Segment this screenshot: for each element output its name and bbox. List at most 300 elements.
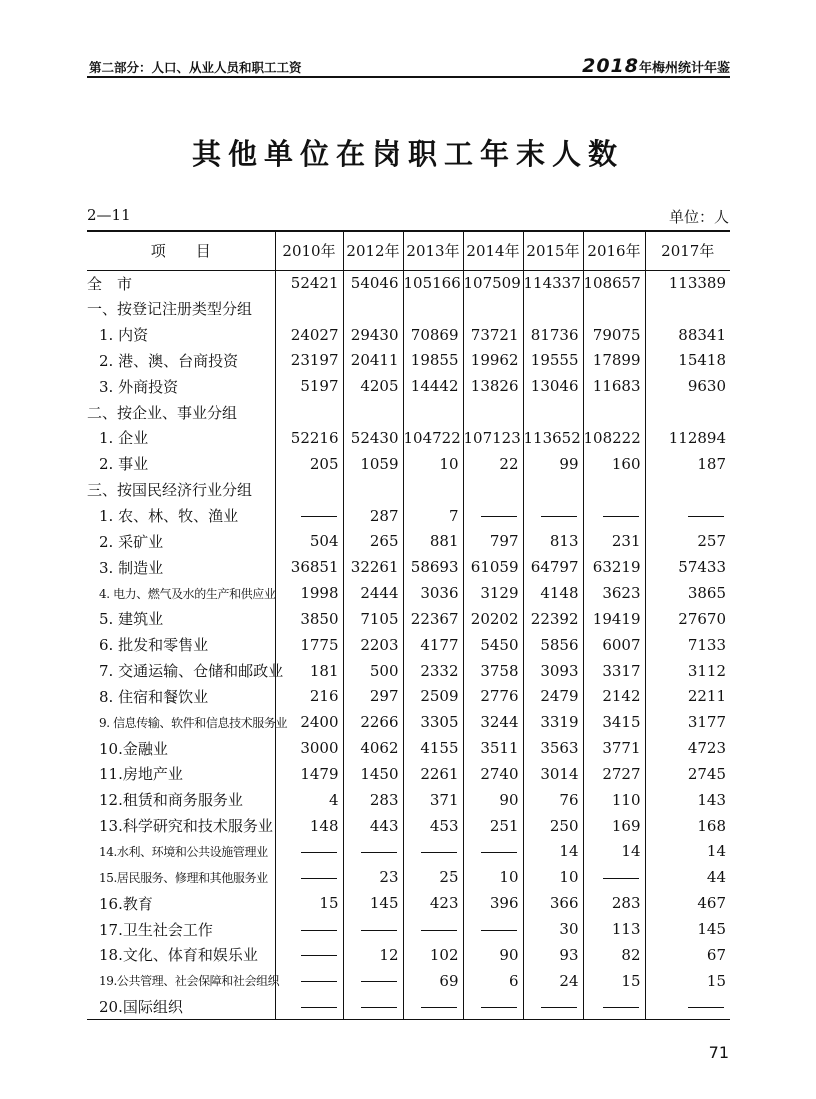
dash-mark <box>541 1007 577 1008</box>
table-cell: 90 <box>463 787 523 813</box>
table-cell: 30 <box>523 916 583 942</box>
row-label-text: 5. 建筑业 <box>99 610 164 629</box>
dash-mark <box>481 930 517 931</box>
table-cell: 15418 <box>645 348 730 374</box>
row-label <box>87 373 275 399</box>
table-cell: 25 <box>403 864 463 890</box>
empty-value-dash <box>343 994 403 1020</box>
table-cell: 371 <box>403 787 463 813</box>
table-cell: 70869 <box>403 322 463 348</box>
table-cell: 3317 <box>583 658 645 684</box>
table-cell: 168 <box>645 813 730 839</box>
table-row <box>87 580 730 606</box>
column-header-year: 2016年 <box>583 231 645 270</box>
table-cell: 2203 <box>343 632 403 658</box>
table-cell: 257 <box>645 528 730 554</box>
table-cell: 81736 <box>523 322 583 348</box>
table-cell: 265 <box>343 528 403 554</box>
table-cell: 22392 <box>523 606 583 632</box>
row-label <box>87 632 275 658</box>
table-cell <box>275 477 343 503</box>
table-cell: 102 <box>403 942 463 968</box>
table-cell: 104722 <box>403 425 463 451</box>
table-cell: 15 <box>583 968 645 994</box>
table-cell: 90 <box>463 942 523 968</box>
row-label <box>87 942 275 968</box>
row-label <box>87 270 275 296</box>
empty-value-dash <box>583 994 645 1020</box>
empty-value-dash <box>275 968 343 994</box>
empty-value-dash <box>463 994 523 1020</box>
yearbook-name: 年梅州统计年鉴 <box>638 61 730 76</box>
table-cell: 14 <box>523 839 583 865</box>
table-cell: 113 <box>583 916 645 942</box>
table-cell: 500 <box>343 658 403 684</box>
column-header-year: 2017年 <box>645 231 730 270</box>
table-cell: 20411 <box>343 348 403 374</box>
table-cell: 3093 <box>523 658 583 684</box>
row-label-text: 12.租赁和商务服务业 <box>99 791 243 810</box>
table-cell <box>463 296 523 322</box>
table-cell <box>645 296 730 322</box>
table-cell: 2261 <box>403 761 463 787</box>
table-cell: 251 <box>463 813 523 839</box>
row-label-text: 1. 农、林、牧、渔业 <box>99 507 239 526</box>
row-label <box>87 890 275 916</box>
row-label-text: 18.文化、体育和娱乐业 <box>99 946 258 965</box>
empty-value-dash <box>403 994 463 1020</box>
row-label-text: 1. 内资 <box>99 326 149 345</box>
table-cell: 7105 <box>343 606 403 632</box>
table-cell: 396 <box>463 890 523 916</box>
table-row <box>87 968 730 994</box>
empty-value-dash <box>463 916 523 942</box>
row-label-text: 2. 采矿业 <box>99 532 164 551</box>
empty-value-dash <box>583 503 645 529</box>
row-label <box>87 503 275 529</box>
row-label-text: 3. 外商投资 <box>99 377 179 396</box>
table-cell: 12 <box>343 942 403 968</box>
dash-mark <box>481 852 517 853</box>
table-cell: 61059 <box>463 554 523 580</box>
table-cell: 231 <box>583 528 645 554</box>
table-cell: 112894 <box>645 425 730 451</box>
table-row <box>87 270 730 296</box>
table-cell: 2745 <box>645 761 730 787</box>
row-label-text: 15.居民服务、修理和其他服务业 <box>99 870 268 885</box>
table-code: 2—11 <box>87 206 131 224</box>
row-label <box>87 968 280 994</box>
row-label <box>87 735 275 761</box>
table-cell <box>403 296 463 322</box>
table-cell: 4062 <box>343 735 403 761</box>
row-label <box>87 580 275 606</box>
empty-value-dash <box>463 503 523 529</box>
table-cell: 169 <box>583 813 645 839</box>
table-row <box>87 994 730 1020</box>
table-cell: 3244 <box>463 709 523 735</box>
row-label <box>87 322 275 348</box>
row-label-text: 11.房地产业 <box>99 765 183 784</box>
dash-mark <box>421 930 457 931</box>
table-row <box>87 684 730 710</box>
table-cell: 881 <box>403 528 463 554</box>
table-cell: 3305 <box>403 709 463 735</box>
empty-value-dash <box>275 942 343 968</box>
table-cell: 5197 <box>275 373 343 399</box>
row-label <box>87 994 275 1020</box>
empty-value-dash <box>463 839 523 865</box>
row-label <box>87 709 288 735</box>
dash-mark <box>421 1007 457 1008</box>
dash-mark <box>603 1007 639 1008</box>
table-cell <box>343 477 403 503</box>
table-cell: 9630 <box>645 373 730 399</box>
row-label <box>87 554 275 580</box>
table-cell: 69 <box>403 968 463 994</box>
table-cell: 24027 <box>275 322 343 348</box>
table-cell: 114337 <box>523 270 583 296</box>
empty-value-dash <box>275 839 343 865</box>
row-label-text: 19.公共管理、社会保障和社会组织 <box>99 974 280 989</box>
table-cell <box>523 296 583 322</box>
dash-mark <box>481 516 517 517</box>
table-cell <box>523 477 583 503</box>
table-cell: 113389 <box>645 270 730 296</box>
table-row <box>87 348 730 374</box>
table-cell: 6 <box>463 968 523 994</box>
table-cell: 3036 <box>403 580 463 606</box>
empty-value-dash <box>645 994 730 1020</box>
table-row <box>87 864 730 890</box>
table-cell: 160 <box>583 451 645 477</box>
table-cell: 10 <box>463 864 523 890</box>
table-row <box>87 477 730 503</box>
table-row <box>87 373 730 399</box>
empty-value-dash <box>343 916 403 942</box>
table-cell: 2479 <box>523 684 583 710</box>
dash-mark <box>361 852 397 853</box>
header-rule <box>87 76 730 78</box>
table-cell: 3623 <box>583 580 645 606</box>
table-row <box>87 632 730 658</box>
row-label <box>87 813 275 839</box>
table-row <box>87 606 730 632</box>
table-row <box>87 296 730 322</box>
table-cell: 107509 <box>463 270 523 296</box>
dash-mark <box>481 1007 517 1008</box>
table-cell: 3129 <box>463 580 523 606</box>
dash-mark <box>301 955 337 956</box>
table-cell: 283 <box>583 890 645 916</box>
table-cell: 3000 <box>275 735 343 761</box>
table-cell: 423 <box>403 890 463 916</box>
table-cell: 19962 <box>463 348 523 374</box>
table-cell: 107123 <box>463 425 523 451</box>
table-cell: 108657 <box>583 270 645 296</box>
table-cell: 29430 <box>343 322 403 348</box>
dash-mark <box>301 878 337 879</box>
table-cell: 4205 <box>343 373 403 399</box>
table-cell: 23 <box>343 864 403 890</box>
empty-value-dash <box>343 968 403 994</box>
row-label <box>87 761 275 787</box>
yearbook-year: 2018 <box>582 55 639 77</box>
table-cell: 4723 <box>645 735 730 761</box>
table-cell: 52430 <box>343 425 403 451</box>
table-cell: 453 <box>403 813 463 839</box>
table-cell <box>275 296 343 322</box>
dash-mark <box>361 930 397 931</box>
table-cell: 143 <box>645 787 730 813</box>
table-cell: 58693 <box>403 554 463 580</box>
table-row <box>87 787 730 813</box>
table-cell: 20202 <box>463 606 523 632</box>
table-cell: 2400 <box>275 709 343 735</box>
table-cell: 1479 <box>275 761 343 787</box>
column-header-year: 2015年 <box>523 231 583 270</box>
row-label <box>87 658 284 684</box>
table-cell: 3177 <box>645 709 730 735</box>
table-cell: 36851 <box>275 554 343 580</box>
table-cell: 79075 <box>583 322 645 348</box>
table-cell: 52216 <box>275 425 343 451</box>
column-header-year: 2014年 <box>463 231 523 270</box>
dash-mark <box>301 516 337 517</box>
table-cell: 14 <box>645 839 730 865</box>
table-cell: 88341 <box>645 322 730 348</box>
table-row <box>87 813 730 839</box>
table-cell <box>275 399 343 425</box>
table-cell: 5856 <box>523 632 583 658</box>
row-label-text: 1. 企业 <box>99 429 149 448</box>
section-title: 第二部分：人口、从业人员和职工工资 <box>89 60 302 75</box>
row-label-text: 8. 住宿和餐饮业 <box>99 687 209 706</box>
table-cell <box>645 477 730 503</box>
table-cell: 3563 <box>523 735 583 761</box>
table-cell <box>583 296 645 322</box>
table-cell: 27670 <box>645 606 730 632</box>
table-cell: 2211 <box>645 684 730 710</box>
table-cell: 13826 <box>463 373 523 399</box>
table-cell: 76 <box>523 787 583 813</box>
dash-mark <box>688 516 724 517</box>
table-cell: 2509 <box>403 684 463 710</box>
table-cell: 19419 <box>583 606 645 632</box>
table-cell: 4148 <box>523 580 583 606</box>
row-label <box>87 787 275 813</box>
table-cell: 22 <box>463 451 523 477</box>
table-row <box>87 528 730 554</box>
table-cell: 44 <box>645 864 730 890</box>
table-cell <box>583 399 645 425</box>
table-unit: 单位：人 <box>668 208 729 226</box>
row-label <box>87 916 275 942</box>
row-label-text: 20.国际组织 <box>99 997 183 1016</box>
table-cell: 57433 <box>645 554 730 580</box>
dash-mark <box>301 981 337 982</box>
page-title: 其他单位在岗职工年末人数 <box>191 137 624 171</box>
table-row <box>87 399 730 425</box>
table-row <box>87 554 730 580</box>
table-cell: 110 <box>583 787 645 813</box>
row-label-text: 14.水利、环境和公共设施管理业 <box>99 844 268 859</box>
table-cell: 2142 <box>583 684 645 710</box>
row-label-text: 13.科学研究和技术服务业 <box>99 817 273 836</box>
table-cell: 5450 <box>463 632 523 658</box>
dash-mark <box>603 516 639 517</box>
dash-mark <box>301 1007 337 1008</box>
table-cell: 297 <box>343 684 403 710</box>
table-cell: 3850 <box>275 606 343 632</box>
table-cell: 145 <box>645 916 730 942</box>
table-cell: 22367 <box>403 606 463 632</box>
table-cell: 287 <box>343 503 403 529</box>
table-cell: 1059 <box>343 451 403 477</box>
table-cell: 3014 <box>523 761 583 787</box>
table-cell: 14442 <box>403 373 463 399</box>
table-cell: 2776 <box>463 684 523 710</box>
table-cell: 67 <box>645 942 730 968</box>
table-cell: 4155 <box>403 735 463 761</box>
empty-value-dash <box>403 916 463 942</box>
row-label-text: 2. 港、澳、台商投资 <box>99 351 239 370</box>
table-cell: 19555 <box>523 348 583 374</box>
dash-mark <box>541 516 577 517</box>
table-cell: 443 <box>343 813 403 839</box>
table-cell: 2727 <box>583 761 645 787</box>
table-cell <box>343 296 403 322</box>
row-label-text: 17.卫生社会工作 <box>99 920 213 939</box>
row-label-text: 3. 制造业 <box>99 558 164 577</box>
row-label <box>87 684 275 710</box>
table-cell: 366 <box>523 890 583 916</box>
row-label <box>87 451 275 477</box>
table-cell: 17899 <box>583 348 645 374</box>
row-label <box>87 296 275 322</box>
dash-mark <box>301 930 337 931</box>
table-cell: 105166 <box>403 270 463 296</box>
column-header-item: 项 目 <box>87 231 275 270</box>
table-cell: 181 <box>275 658 343 684</box>
table-cell <box>523 399 583 425</box>
empty-value-dash <box>275 503 343 529</box>
table-cell <box>403 399 463 425</box>
table-row <box>87 658 730 684</box>
empty-value-dash <box>645 503 730 529</box>
empty-value-dash <box>523 994 583 1020</box>
row-label-text: 二、按企业、事业分组 <box>87 403 238 422</box>
table-body <box>87 270 730 1019</box>
dash-mark <box>688 1007 724 1008</box>
dash-mark <box>301 852 337 853</box>
table-header-row <box>87 231 730 270</box>
row-label <box>87 839 275 865</box>
table-cell: 54046 <box>343 270 403 296</box>
table-cell: 250 <box>523 813 583 839</box>
table-row <box>87 839 730 865</box>
table-cell: 15 <box>645 968 730 994</box>
table-cell: 24 <box>523 968 583 994</box>
row-label <box>87 606 275 632</box>
table-cell: 3112 <box>645 658 730 684</box>
table-cell: 2740 <box>463 761 523 787</box>
table-cell: 63219 <box>583 554 645 580</box>
dash-mark <box>421 852 457 853</box>
empty-value-dash <box>583 864 645 890</box>
table-cell: 15 <box>275 890 343 916</box>
table-cell <box>403 477 463 503</box>
table-cell: 2332 <box>403 658 463 684</box>
table-cell: 64797 <box>523 554 583 580</box>
table-cell: 813 <box>523 528 583 554</box>
table-cell: 7 <box>403 503 463 529</box>
row-label-text: 2. 事业 <box>99 455 149 474</box>
page-number: 71 <box>708 1043 729 1062</box>
table-cell: 3319 <box>523 709 583 735</box>
empty-value-dash <box>275 916 343 942</box>
table-cell: 797 <box>463 528 523 554</box>
table-cell: 4177 <box>403 632 463 658</box>
table-cell: 11683 <box>583 373 645 399</box>
table-cell: 467 <box>645 890 730 916</box>
table-row <box>87 942 730 968</box>
table-cell: 3511 <box>463 735 523 761</box>
table-cell: 82 <box>583 942 645 968</box>
table-cell: 2266 <box>343 709 403 735</box>
table-cell: 32261 <box>343 554 403 580</box>
table-cell: 1775 <box>275 632 343 658</box>
row-label-text: 全 市 <box>87 274 133 293</box>
empty-value-dash <box>275 994 343 1020</box>
table-cell: 13046 <box>523 373 583 399</box>
table-cell: 3415 <box>583 709 645 735</box>
table-row <box>87 503 730 529</box>
row-label-text: 6. 批发和零售业 <box>99 636 209 655</box>
column-header-year: 2013年 <box>403 231 463 270</box>
row-label-text: 9. 信息传输、软件和信息技术服务业 <box>99 715 288 730</box>
table-row <box>87 735 730 761</box>
running-header <box>87 54 730 76</box>
empty-value-dash <box>275 864 343 890</box>
table-cell: 4 <box>275 787 343 813</box>
row-label <box>87 477 275 503</box>
table-cell <box>343 399 403 425</box>
column-header-year: 2010年 <box>275 231 343 270</box>
empty-value-dash <box>403 839 463 865</box>
row-label-text: 4. 电力、燃气及水的生产和供应业 <box>99 586 276 601</box>
dash-mark <box>361 981 397 982</box>
table-cell: 99 <box>523 451 583 477</box>
table-cell: 2444 <box>343 580 403 606</box>
row-label <box>87 348 275 374</box>
table-cell: 108222 <box>583 425 645 451</box>
row-label <box>87 425 275 451</box>
empty-value-dash <box>343 839 403 865</box>
table-row <box>87 890 730 916</box>
table-cell: 23197 <box>275 348 343 374</box>
table-cell: 6007 <box>583 632 645 658</box>
table-cell: 1450 <box>343 761 403 787</box>
table-cell <box>583 477 645 503</box>
row-label-text: 7. 交通运输、仓储和邮政业 <box>99 662 284 681</box>
table-cell: 7133 <box>645 632 730 658</box>
table-cell: 113652 <box>523 425 583 451</box>
table-row <box>87 451 730 477</box>
table-row <box>87 709 730 735</box>
empty-value-dash <box>523 503 583 529</box>
table-row <box>87 425 730 451</box>
